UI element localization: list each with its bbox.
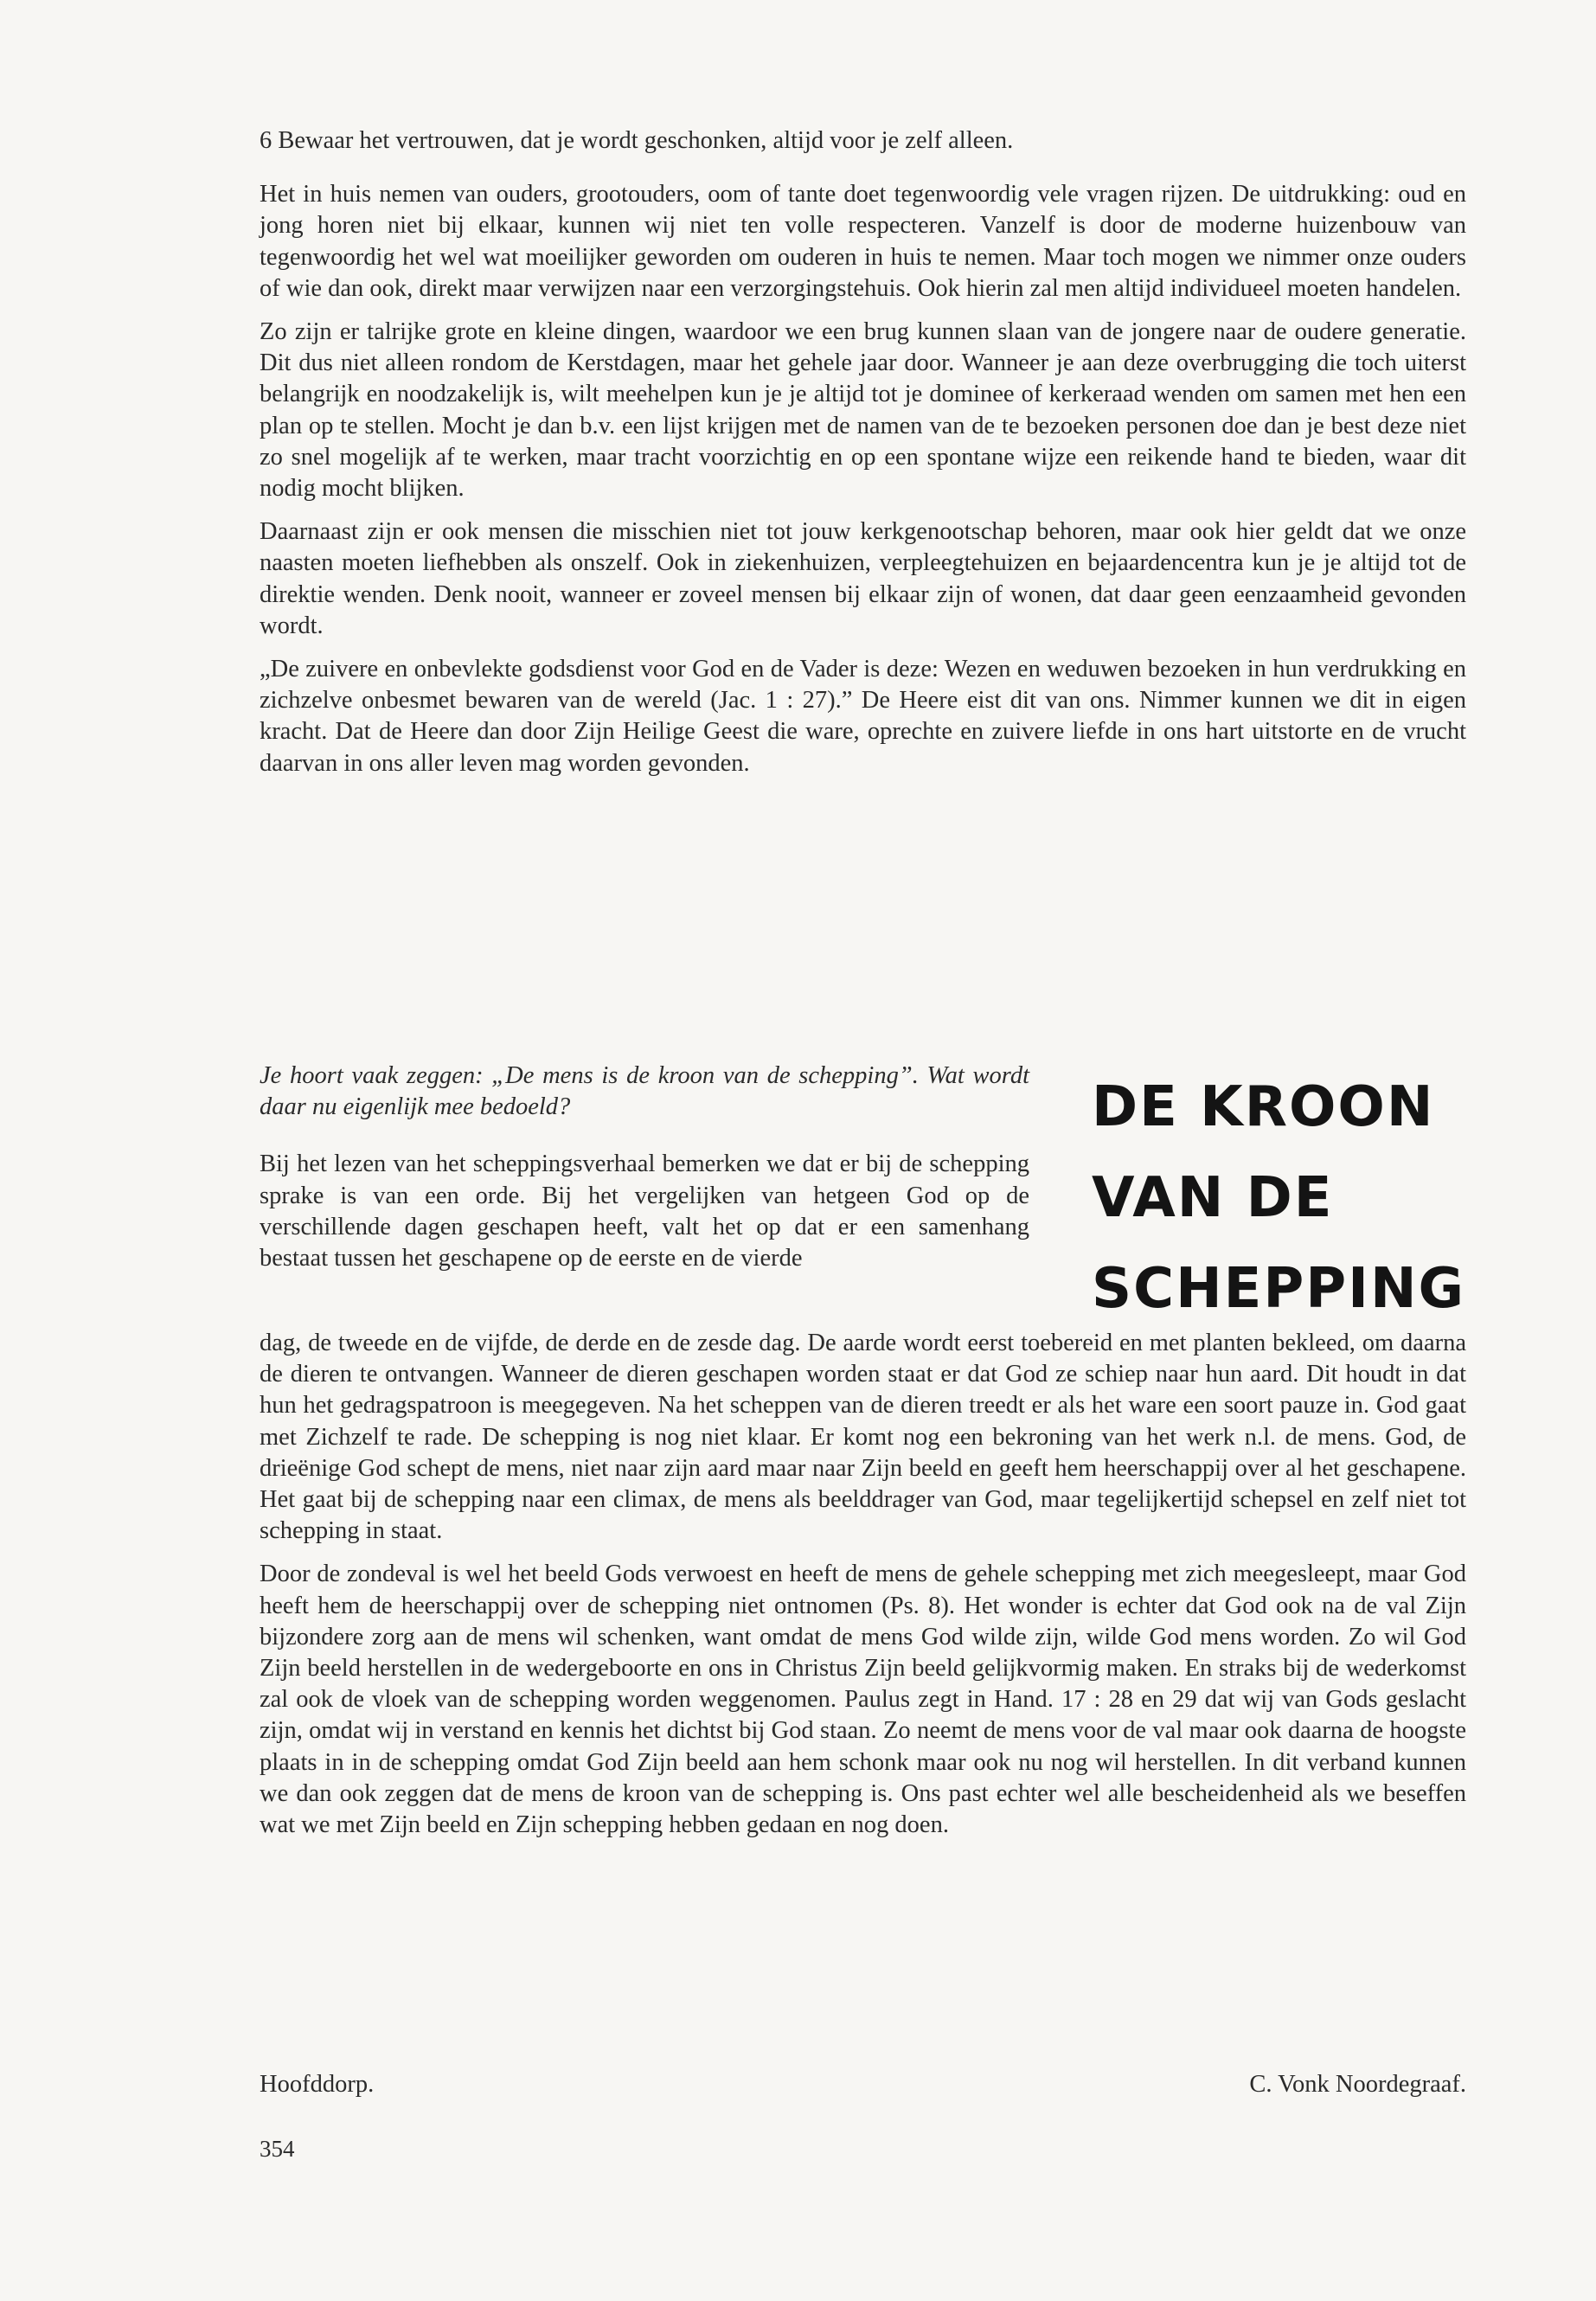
article-paragraph: Zo zijn er talrijke grote en kleine dingen, waardoor we een brug kunnen slaan van de jongere naar de oudere generatie. Dit dus niet alleen rondom de Kerstdagen, maar het gehele jaar door. Wanneer je aan deze overbrugging die toch uiterst belangrijk en noodzakelijk is, wilt meehelpen kun je je altijd tot je dominee of kerkeraad wenden om samen met hen een plan op te stellen. Mocht je dan b.v. een lijst krijgen met de namen van de te bezoeken personen doe dan je best deze niet zo snel mogelijk af te werken, maar tracht voorzichtig en op een spontane wijze een reikende hand te bieden, waar dit nodig mocht blijken. [260, 318, 1466, 503]
signature-place: Hoofddorp. [260, 2071, 375, 2098]
previous-article-ending [260, 125, 1466, 792]
article-paragraph: dag, de tweede en de vijfde, de derde en de zesde dag. De aarde wordt eerst toebereid en met planten bekleed, om daarna de dieren te ontvangen. Wanneer de dieren geschapen worden staat er dat God ze schiep naar hun aard. Dit houdt in dat hun het gedragspatroon is meegegeven. Na het scheppen van de dieren treedt er als het ware een soort pauze in. God gaat met Zichzelf te rade. De schepping is nog niet klaar. Er komt nog een bekroning van het werk n.l. de mens. God, de drieënige God schept de mens, niet naar zijn aard maar naar Zijn beeld en geeft hem heerschappij over al het geschapene. Het gaat bij de schepping naar een climax, de mens als beelddrager van God, maar tegelijkertijd schepsel en zelf niet tot schepping in staat. [260, 1330, 1466, 1545]
title-line: VAN DE [1092, 1166, 1334, 1230]
article-paragraph: Door de zondeval is wel het beeld Gods verwoest en heeft de mens de gehele schepping met zich meegesleept, maar God heeft hem de heerschappij over de schepping niet ontnomen (Ps. 8). Het wonder is echter dat God ook na de val Zijn bijzondere zorg aan de mens wil schenken, want omdat de mens God wilde zijn, wilde God mens worden. Zo wil God Zijn beeld herstellen in de wedergeboorte en ons in Christus Zijn beeld gelijkvormig maken. En straks bij de wederkomst zal ook de vloek van de schepping worden weggenomen. Paulus zegt in Hand. 17 : 28 en 29 dat wij van Gods geslacht zijn, omdat wij in verstand en kennis het dichtst bij God staan. Zo neemt de mens voor de val maar ook daarna de hoogste plaats in in de schepping omdat God Zijn beeld aan hem schonk maar ook nu nog wil herstellen. In dit verband kunnen we dan ook zeggen dat de mens de kroon van de schepping is. Ons past echter wel alle bescheidenheid als we beseffen wat we met Zijn beeld en Zijn schepping hebben gedaan en nog doen. [260, 1561, 1466, 1839]
article-paragraph: Daarnaast zijn er ook mensen die misschien niet tot jouw kerkgenootschap behoren, maar ook hier geldt dat we onze naasten moeten liefhebben als onszelf. Ook in ziekenhuizen, verpleegtehuizen en bejaardencentra kun je je altijd tot de direktie wenden. Denk nooit, wanneer er zoveel mensen bij elkaar zijn of wonen, dat daar geen eenzaamheid gevonden wordt. [260, 518, 1466, 639]
intro-paragraph: Bij het lezen van het scheppingsverhaal bemerken we dat er bij de schepping sprake is van een orde. Bij het vergelijken van hetgeen God op de verschillende dagen geschapen heeft, valt het op dat er een samenhang bestaat tussen het geschapene op de eerste en de vierde [260, 1150, 1029, 1272]
lead-question: Je hoort vaak zeggen: „De mens is de kroon van de schepping”. Wat wordt daar nu eigenlijk mee bedoeld? [260, 1062, 1029, 1121]
article-paragraph: 6 Bewaar het vertrouwen, dat je wordt geschonken, altijd voor je zelf alleen. [260, 127, 1014, 154]
article-title [1092, 1062, 1472, 1335]
article-body [260, 1328, 1466, 1853]
title-line: DE KROON [1092, 1075, 1435, 1139]
article-paragraph: Het in huis nemen van ouders, grootouders, oom of tante doet tegenwoordig vele vragen rijzen. De uitdrukking: oud en jong horen niet bij elkaar, kunnen wij niet ten volle respecteren. Vanzelf is door de moderne huizenbouw van tegenwoordig het wel wat moeilijker geworden om ouderen in huis te nemen. Maar toch mogen we nimmer onze ouders of wie dan ook, direkt maar verwijzen naar een verzorgingstehuis. Ook hierin zal men altijd individueel moeten handelen. [260, 181, 1466, 302]
article-paragraph: „De zuivere en onbevlekte godsdienst voor God en de Vader is deze: Wezen en weduwen bezoeken in hun verdrukking en zichzelve onbesmet bewaren van de wereld (Jac. 1 : 27).” De Heere eist dit van ons. Nimmer kunnen we dit in eigen kracht. Dat de Heere dan door Zijn Heilige Geest die ware, oprechte en zuivere liefde in ons hart uitstorte en de vrucht daarvan in ons aller leven mag worden gevonden. [260, 656, 1466, 777]
page-number: 354 [260, 2136, 295, 2162]
signature-author: C. Vonk Noordegraaf. [1249, 2071, 1466, 2098]
article-intro [260, 1061, 1029, 1274]
title-line: SCHEPPING [1092, 1257, 1466, 1321]
